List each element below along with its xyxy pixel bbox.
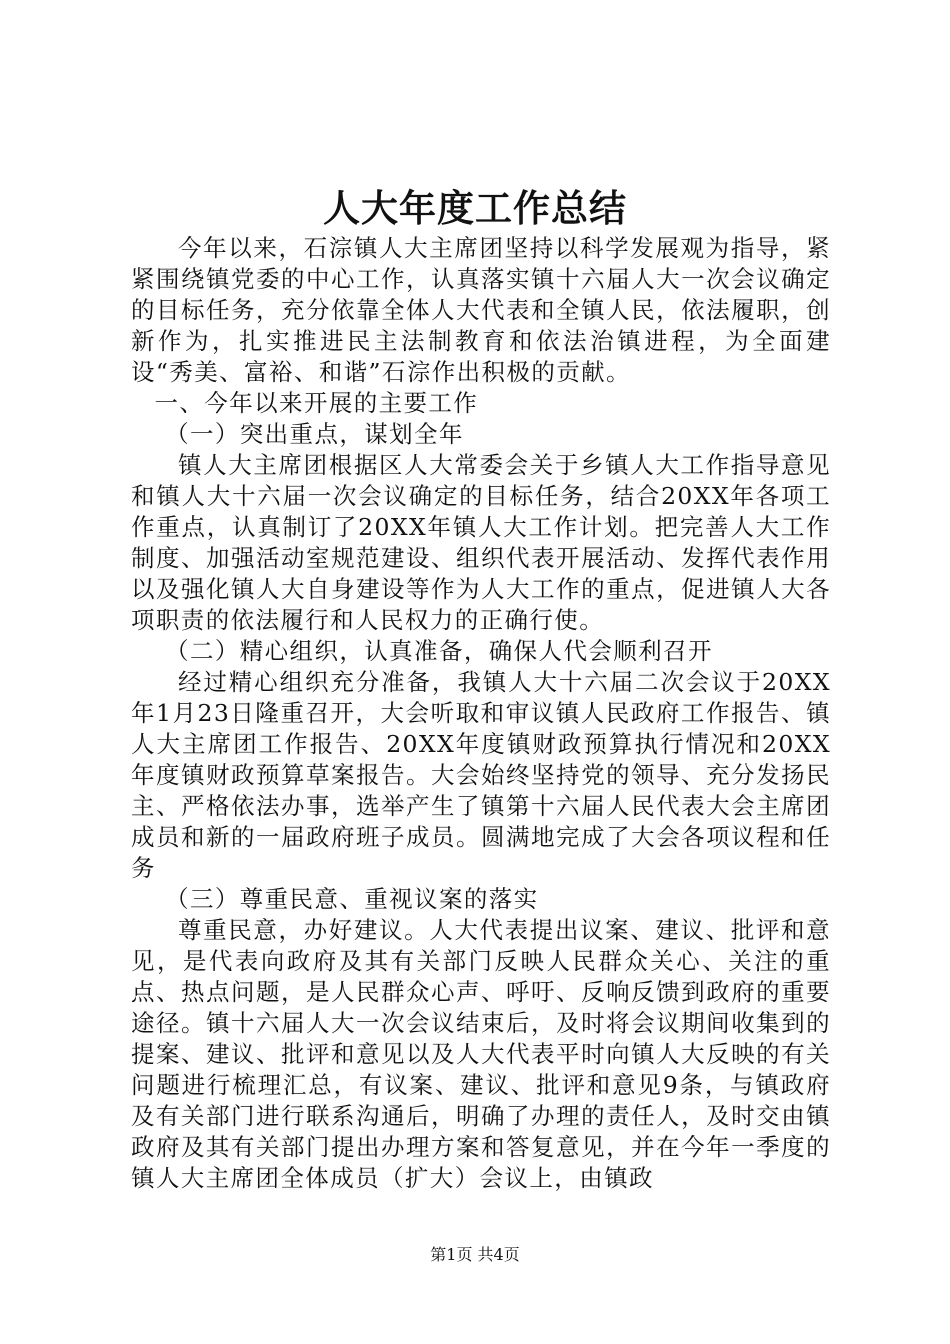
subsection-heading-1: （一）突出重点，谋划全年 [165, 420, 464, 448]
section-heading-main-work: 一、今年以来开展的主要工作 [154, 389, 479, 417]
subsection-heading-2: （二）精心组织，认真准备，确保人代会顺利召开 [165, 637, 713, 665]
body-paragraph-3: 尊重民意，办好建议。人大代表提出议案、建议、批评和意见，是代表向政府及其有关部门反映人民群众关心、关注的重点、热点问题，是人民群众心声、呼吁、反响反馈到政府的重要途径。镇十六届人大一次会议结束后，及时将会议期间收集到的提案、建议、批评和意见以及人大代表平时向镇人大反映的有关问题进行梳理汇总，有议案、建议、批评和意见9条，与镇政府及有关部门进行联系沟通后，明确了办理的责任人，及时交由镇政府及其有关部门提出办理方案和答复意见，并在今年一季度的镇人大主席团全体成员（扩大）会议上，由镇政 [131, 916, 831, 1192]
document-title: 人大年度工作总结 [323, 186, 627, 230]
intro-paragraph: 今年以来，石淙镇人大主席团坚持以科学发展观为指导，紧紧围绕镇党委的中心工作，认真落实镇十六届人大一次会议确定的目标任务，充分依靠全体人大代表和全镇人民，依法履职，创新作为，扎实推进民主法制教育和依法治镇进程，为全面建设“秀美、富裕、和谐”石淙作出积极的贡献。 [131, 234, 831, 386]
document-body [131, 233, 831, 1194]
page-footer: 第1页 共4页 [430, 1245, 520, 1264]
subsection-heading-3: （三）尊重民意、重视议案的落实 [165, 885, 539, 913]
body-paragraph-1: 镇人大主席团根据区人大常委会关于乡镇人大工作指导意见和镇人大十六届一次会议确定的目标任务，结合20XX年各项工作重点，认真制订了20XX年镇人大工作计划。把完善人大工作制度、加强活动室规范建设、组织代表开展活动、发挥代表作用以及强化镇人大自身建设等作为人大工作的重点，促进镇人大各项职责的依法履行和人民权力的正确行使。 [131, 451, 831, 634]
body-paragraph-2: 经过精心组织充分准备，我镇人大十六届二次会议于20XX年1月23日隆重召开，大会听取和审议镇人民政府工作报告、镇人大主席团工作报告、20XX年度镇财政预算执行情况和20XX年度镇财政预算草案报告。大会始终坚持党的领导、充分发扬民主、严格依法办事，选举产生了镇第十六届人民代表大会主席团成员和新的一届政府班子成员。圆满地完成了大会各项议程和任务 [131, 668, 831, 882]
